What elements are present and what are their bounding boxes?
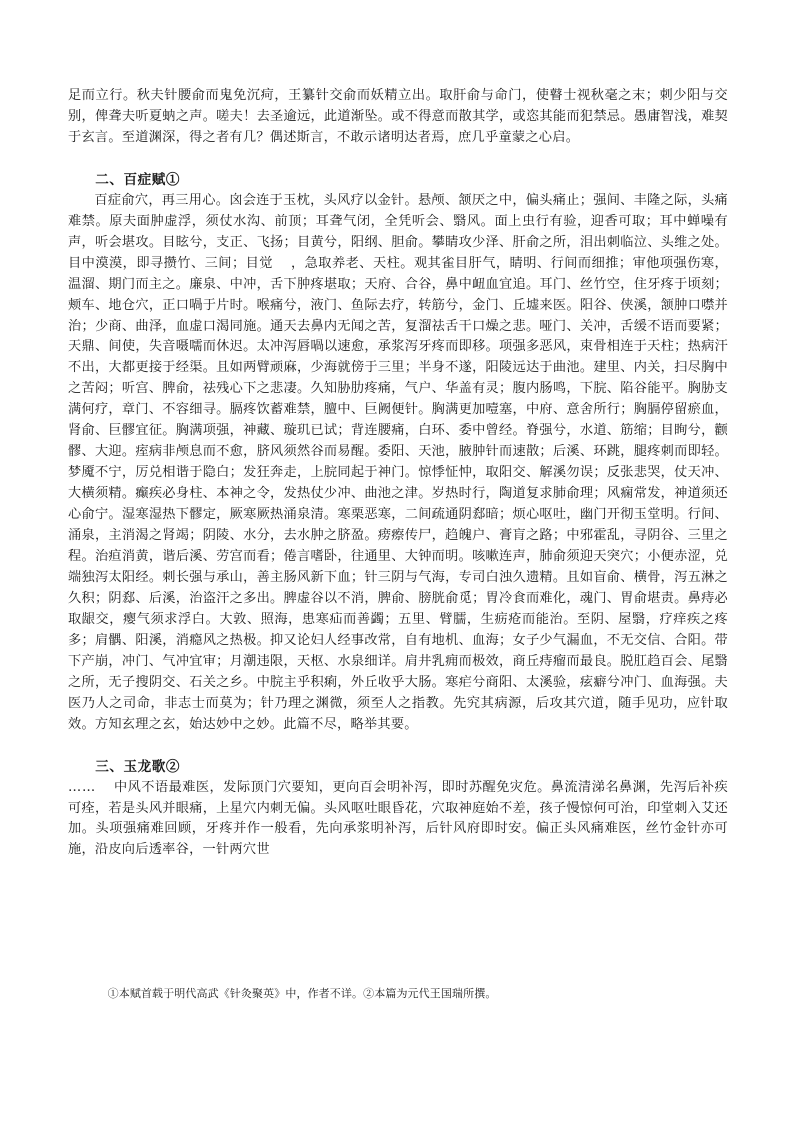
section-heading-yulong-ge <box>68 757 728 778</box>
yulong-ge-body-text: 中风不语最难医，发际顶门穴要知，更向百会明补泻，即时苏醒免灾危。鼻流清涕名鼻渊，先泻后补疾可痊，若是头风并眼痛，上星穴内刺无偏。头风呕吐眼昏花，穴取神庭始不差，孩子慢惊何可治，印堂刺入艾还加。头项强痛难回顾，牙疼并作一般看，先向承浆明补泻，后针风府即时安。偏正头风痛难医，丝竹金针亦可施，沿皮向后透率谷，一针两穴世 <box>68 779 728 858</box>
continued-body-paragraph: 足而立行。秋夫针腰俞而鬼免沉疴，王纂针交俞而妖精立出。取肝俞与命门，使瞽士视秋毫之末；刺少阳与交别，俾聋夫听夏蚋之声。嗟夫！去圣逾远，此道渐坠。或不得意而散其学，或恣其能而犯禁忌。愚庸智浅，难契于玄言。至道渊深，得之者有几？偶述斯言，不敢示诸明达者焉，庶几乎童蒙之心启。 <box>68 88 728 145</box>
page-footnotes: ①本赋首载于明代高武《针灸聚英》中，作者不详。②本篇为元代王国瑞所撰。 <box>107 987 497 1000</box>
section-spacer-2 <box>68 736 728 757</box>
baizheng-fu-body-part1: 百症俞穴，再三用心。囟会连于玉枕，头风疗以金针。悬颅、颔厌之中，偏头痛止；强间、丰隆之际，头痛难禁。原夫面肿虚浮，须仗水沟、前顶；耳聋气闭，全凭听会、翳风。面上虫行有验，迎香可取；耳中蝉噪有声，听会堪攻。目眩兮，支正、飞扬；目黄兮，阳纲、胆俞。攀睛攻少泽、肝俞之所，泪出刺临泣、头维之处。目中漠漠，即寻攒竹、三间；目觉 <box>68 192 728 271</box>
baizheng-fu-body-part2: ，急取养老、天柱。观其雀目肝气，睛明、行间而细推；审他项强伤寒，温溜、期门而主之。廉泉、中冲，舌下肿疼堪取；天府、合谷，鼻中衄血宜追。耳门、丝竹空，住牙疼于顷刻；颊车、地仓穴，正口喎于片时。喉痛兮，液门、鱼际去疗，转筋兮，金门、丘墟来医。阳谷、侠溪，颔肿口噤并治；少商、曲泽，血虚口渴同施。通天去鼻内无闻之苦，复溜祛舌干口燥之悲。哑门、关冲，舌缓不语而要紧；天鼎、间使，失音嗫嚅而休迟。太冲泻唇喎以速愈，承浆泻牙疼而即移。项强多恶风，束骨相连于天柱；热病汗不出，大都更接于经渠。且如两臂顽麻，少海就傍于三里；半身不遂，阳陵远达于曲池。建里、内关，扫尽胸中之苦闷；听宫、脾俞，祛残心下之悲凄。久知胁肋疼痛，气户、华盖有灵；腹内肠鸣，下脘、陷谷能平。胸胁支满何疗，章门、不容细寻。膈疼饮蓄难禁，膻中、巨阙便针。胸满更加噎塞，中府、意舍所行；胸膈停留瘀血，肾俞、巨髎宜征。胸满项强，神藏、璇玑已试；背连腰痛，白环、委中曾经。脊强兮，水道、筋缩；目眴兮，颧髎、大迎。痓病非颅息而不愈，脐风须然谷而易醒。委阳、天池，腋肿针而速散；后溪、环跳，腿疼刺而即轻。梦魇不宁，厉兑相谐于隐白；发狂奔走，上脘同起于神门。惊悸怔忡，取阳交、解溪勿误；反张悲哭，仗天冲、大横须精。癫疾必身柱、本神之令，发热仗少冲、曲池之津。岁热时行，陶道复求肺俞理；风痫常发，神道须还心俞宁。湿寒湿热下髎定，厥寒厥热涌泉清。寒栗恶寒，二间疏通阴郄暗；烦心呕吐，幽门开彻玉堂明。行间、涌泉，主消渴之肾竭；阴陵、水分，去水肿之脐盈。痨瘵传尸，趋魄户、膏肓之路；中邪霍乱，寻阴谷、三里之程。治疸消黄，谐后溪、劳宫而看；倦言嗜卧，往通里、大钟而明。咳嗽连声，肺俞须迎天突穴；小便赤涩，兑端独泻太阳经。刺长强与承山，善主肠风新下血；针三阴与气海，专司白浊久遗精。且如盲俞、横骨，泻五淋之久积；阴郄、后溪，治盗汗之多出。脾虚谷以不消，脾俞、膀胱俞觅；胃冷食而难化，魂门、胃俞堪责。鼻痔必取龈交，瘿气须求浮白。大敦、照海，患寒疝而善蠲；五里、臂臑，生疬疮而能治。至阴、屋翳，疗痒疾之疼多；肩髃、阳溪，消瘾风之热极。抑又论妇人经事改常，自有地机、血海；女子少气漏血，不无交信、合阳。带下产崩，冲门、气冲宜审；月潮违限，天枢、水泉细详。肩井乳痈而极效，商丘痔瘤而最良。脱肛趋百会、尾翳之所，无子搜阴交、石关之乡。中脘主乎积痢，外丘收乎大肠。寒疟兮商阳、太溪验，痃癖兮冲门、血海强。夫医乃人之司命，非志士而莫为；针乃理之渊微，须至人之指教。先究其病源，后攻其穴道，随手见功，应针取效。方知玄理之玄，始达妙中之妙。此篇不尽，略举其要。 <box>68 255 728 732</box>
baizheng-fu-body <box>68 191 728 736</box>
section-heading-text-2: 三、玉龙歌② <box>95 758 181 775</box>
yulong-ge-body <box>68 778 728 862</box>
section-heading-baizheng-fu <box>68 170 728 191</box>
ellipsis-leader: …… <box>68 779 96 795</box>
section-spacer <box>68 149 728 170</box>
section-heading-text: 二、百症赋① <box>95 171 181 188</box>
page-content-column <box>68 86 728 861</box>
